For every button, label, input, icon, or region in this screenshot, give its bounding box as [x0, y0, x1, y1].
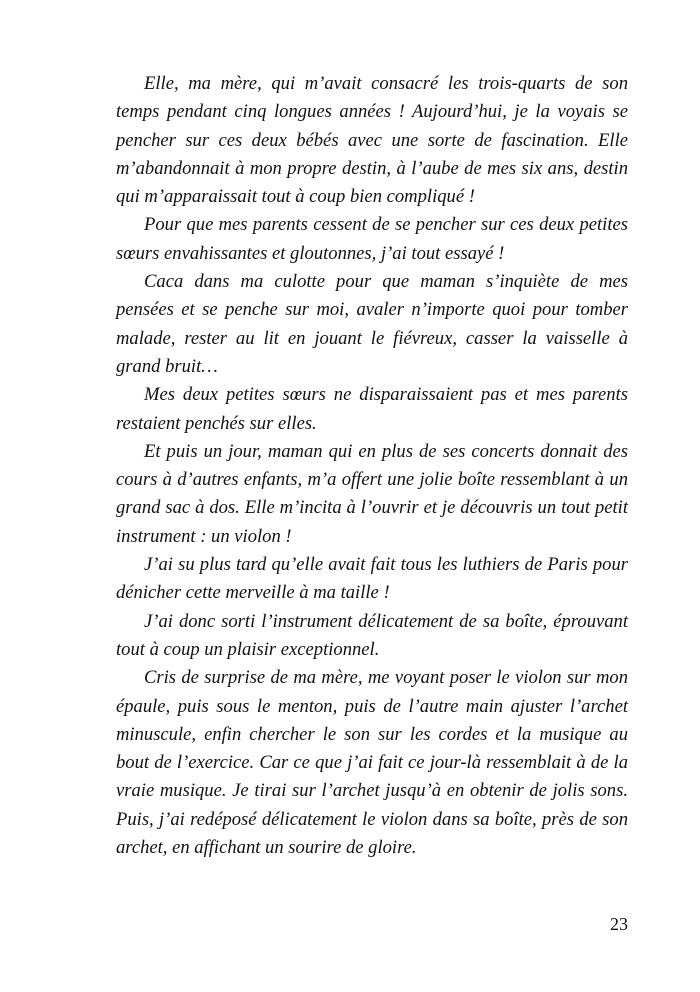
paragraph: J’ai su plus tard qu’elle avait fait tous les luthiers de Paris pour dénicher cette merveille à ma taille !	[116, 554, 628, 604]
body-text	[116, 70, 628, 862]
paragraph: Et puis un jour, maman qui en plus de ses concerts donnait des cours à d’autres enfants, m’a offert une jolie boîte ressemblant à un grand sac à dos. Elle m’incita à l’ouvrir et je découvris un tout petit instrument : un violon !	[116, 440, 628, 547]
paragraph: Cris de surprise de ma mère, me voyant poser le violon sur mon épaule, puis sous le menton, puis de l’autre main ajuster l’archet minuscule, enfin chercher le son sur les cordes et la musique au bout de l’exercice. Car ce que j’ai fait ce jour-là ressemblait à de la vraie musique. Je tirai sur l’archet jusqu’à en obtenir de jolis sons. Puis, j’ai redéposé délicatement le violon dans sa boîte, près de son archet, en affichant un sourire de gloire.	[116, 667, 628, 859]
paragraph: Elle, ma mère, qui m’avait consacré les trois-quarts de son temps pendant cinq longues années ! Aujourd’hui, je la voyais se pencher sur ces deux bébés avec une sorte de fascination. Elle m’abandonnait à mon propre destin, à l’aube de mes six ans, destin qui m’apparaissait tout à coup bien compliqué !	[116, 73, 628, 208]
paragraph: Caca dans ma culotte pour que maman s’inquiète de mes pensées et se penche sur moi, avaler n’importe quoi pour tomber malade, rester au lit en jouant le fiévreux, casser la vaisselle à grand bruit…	[116, 271, 628, 377]
paragraph: Mes deux petites sœurs ne disparaissaient pas et mes parents restaient penchés sur elles.	[116, 384, 628, 434]
paragraph: J’ai donc sorti l’instrument délicatement de sa boîte, éprouvant tout à coup un plaisir exceptionnel.	[116, 610, 628, 660]
page-number: 23	[610, 914, 628, 934]
paragraph: Pour que mes parents cessent de se pencher sur ces deux petites sœurs envahissantes et gloutonnes, j’ai tout essayé !	[116, 214, 628, 264]
